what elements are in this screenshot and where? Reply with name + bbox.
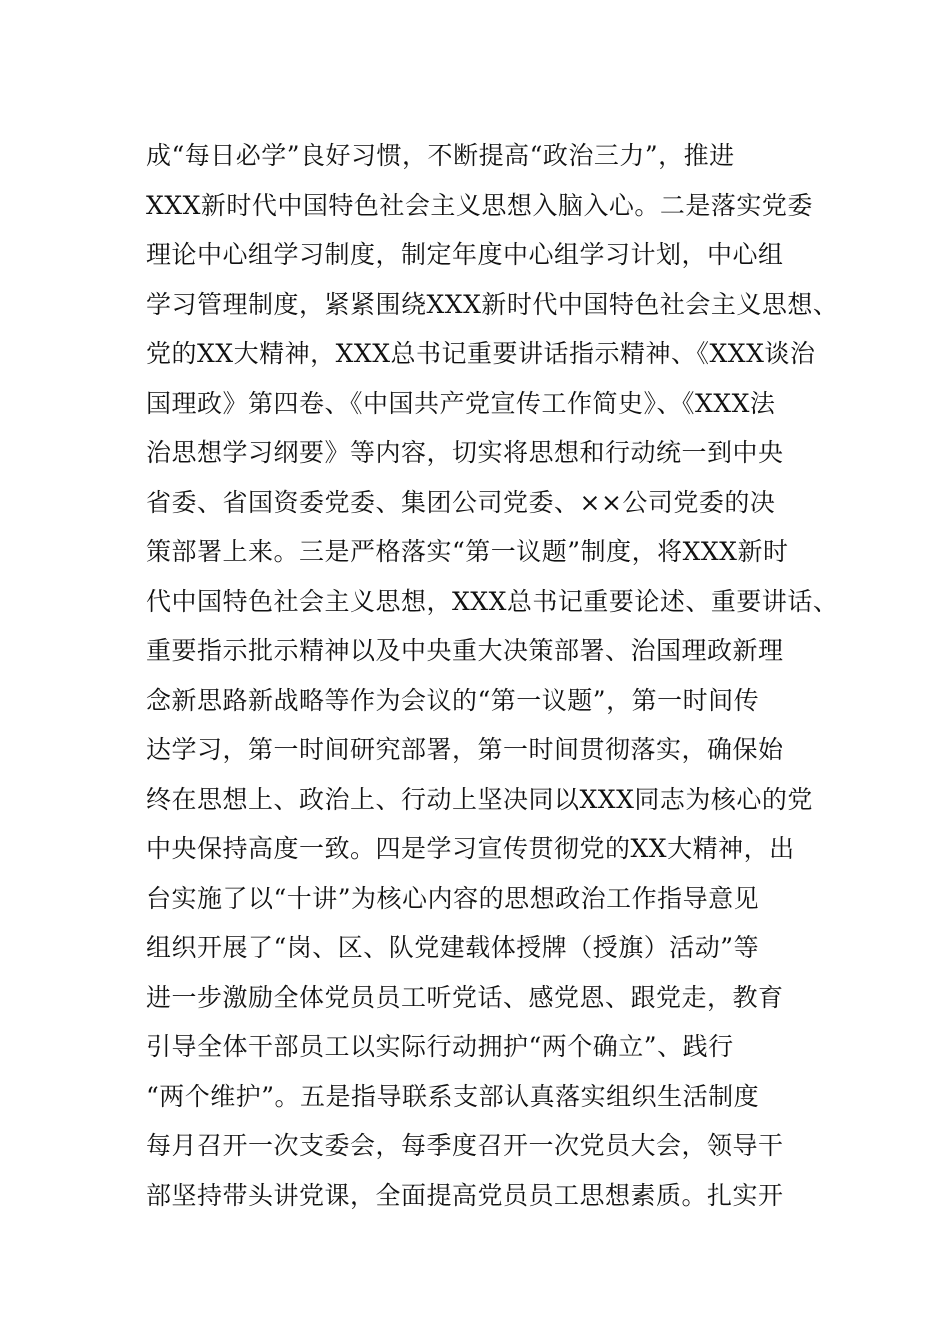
- text-line: 进一步激励全体党员员工听党话、感党恩、跟党走，教育: [146, 982, 784, 1012]
- text-line: 中央保持高度一致。四是学习宣传贯彻党的XX大精神，出: [146, 834, 795, 863]
- text-line: XXX新时代中国特色社会主义思想入脑入心。二是落实党委: [146, 190, 813, 220]
- text-line: 念新思路新战略等作为会议的“第一议题”，第一时间传: [146, 685, 760, 715]
- text-line: 代中国特色社会主义思想，XXX总书记重要论述、重要讲话、: [146, 586, 839, 616]
- text-line: 学习管理制度，紧紧围绕XXX新时代中国特色社会主义思想、: [146, 289, 839, 319]
- body-text: [146, 131, 839, 1220]
- text-line: 重要指示批示精神以及中央重大决策部署、治国理政新理: [146, 636, 784, 665]
- text-line: 部坚持带头讲党课，全面提高党员员工思想素质。扎实开: [146, 1180, 784, 1210]
- text-line: 党的XX大精神，XXX总书记重要讲话指示精神、《XXX谈治: [146, 339, 816, 368]
- text-line: 引导全体干部员工以实际行动拥护“两个确立”、践行: [146, 1032, 734, 1061]
- text-line: 达学习，第一时间研究部署，第一时间贯彻落实，确保始: [146, 735, 784, 764]
- text-line: 策部署上来。三是严格落实“第一议题”制度，将XXX新时: [146, 537, 789, 566]
- text-line: 终在思想上、政治上、行动上坚决同以XXX同志为核心的党: [146, 784, 813, 814]
- text-line: 台实施了以“十讲”为核心内容的思想政治工作指导意见: [146, 883, 760, 913]
- text-line: 成“每日必学”良好习惯，不断提高“政治三力”，推进: [146, 141, 735, 170]
- text-line: “两个维护”。五是指导联系支部认真落实组织生活制度: [146, 1081, 760, 1111]
- text-line: 理论中心组学习制度，制定年度中心组学习计划，中心组: [146, 240, 784, 269]
- text-line: 每月召开一次支委会，每季度召开一次党员大会，领导干: [146, 1131, 784, 1160]
- text-line: 省委、省国资委党委、集团公司党委、××公司党委的决: [146, 487, 776, 517]
- text-line: 国理政》第四卷、《中国共产党宣传工作简史》、《XXX法: [146, 388, 776, 418]
- text-line: 治思想学习纲要》等内容，切实将思想和行动统一到中央: [146, 438, 784, 467]
- text-line: 组织开展了“岗、区、队党建载体授牌（授旗）活动”等: [146, 933, 760, 962]
